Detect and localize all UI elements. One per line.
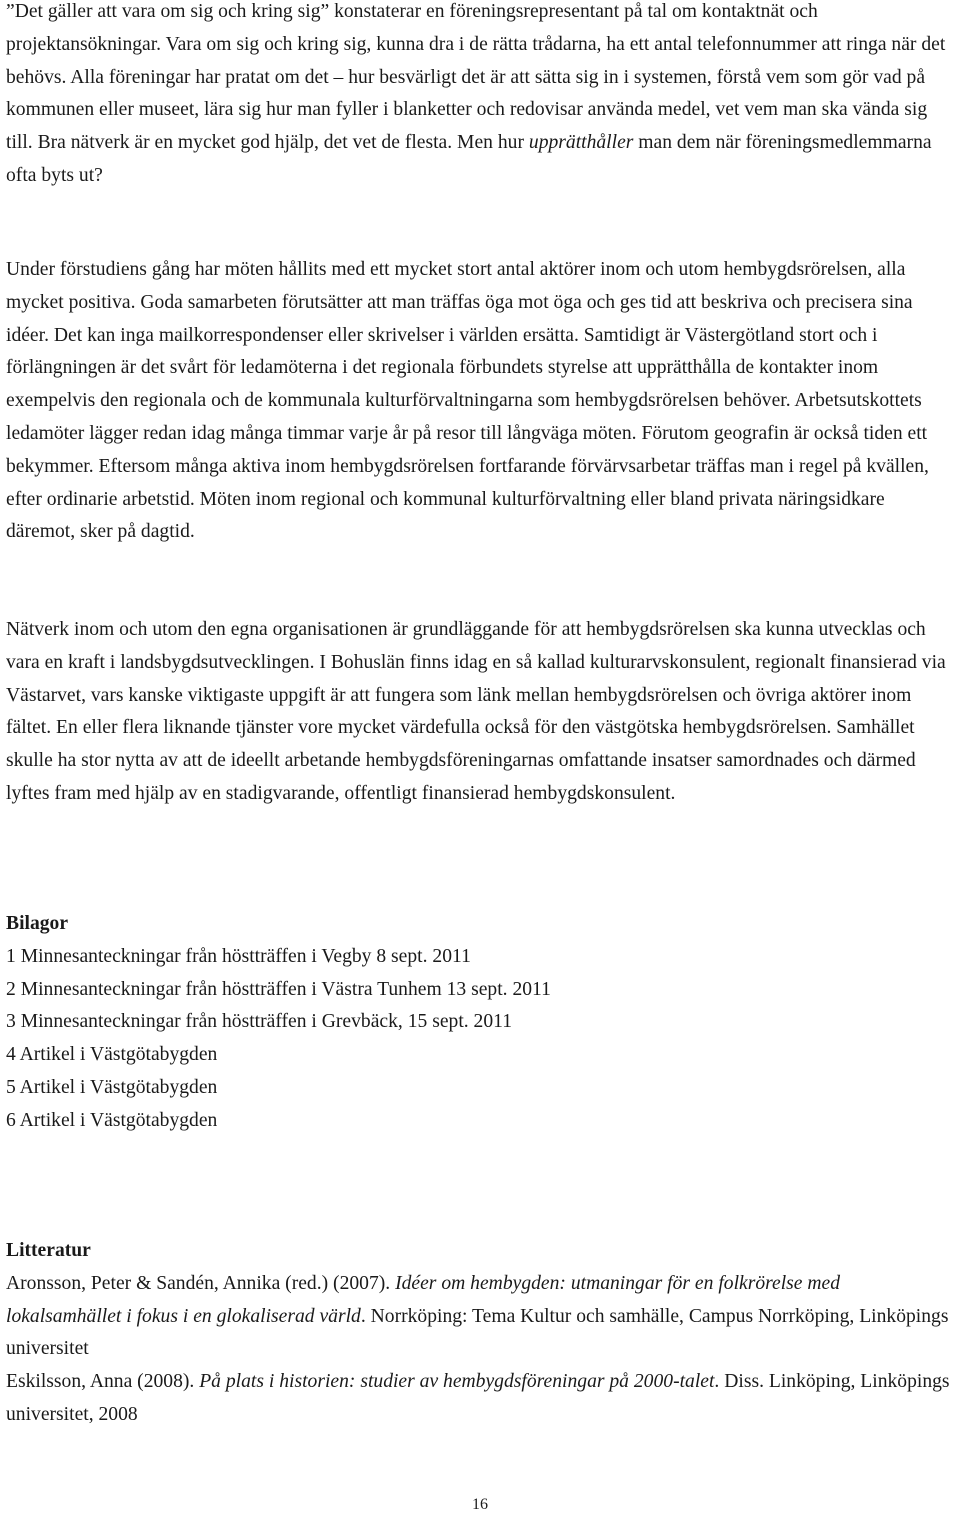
paragraph-networks-intro — [6, 0, 956, 193]
paragraph-text: man dem när föreningsmedlemmarna ofta byts ut? — [6, 132, 932, 186]
attachment-item: 5 Artikel i Västgötabygden — [6, 1076, 218, 1098]
attachment-item: 1 Minnesanteckningar från höstträffen i Vegby 8 sept. 2011 — [6, 945, 471, 967]
reference-entry — [6, 1366, 956, 1432]
attachment-item: 6 Artikel i Västgötabygden — [6, 1109, 218, 1131]
paragraph-network-conclusion: Nätverk inom och utom den egna organisationen är grundläggande för att hembygdsrörelsen ska kunna utvecklas och vara en kraft i landsbygdsutvecklingen. I Bohuslän finns idag en så kallad kulturarvskonsulent, regionalt finansierad via Västarvet, vars kanske viktigaste uppgift är att fungera som länk mellan hembygdsrörelsen och övriga aktörer inom fältet. En eller flera liknande tjänster vore mycket värdefulla också för den västgötska hembygdsrörelsen. Samhället skulle ha stor nytta av att de ideellt arbetande hembygdsföreningarnas omfattande insatser samordnades och därmed lyftes fram med hjälp av en stadigvarande, offentligt finansierad hembygdskonsulent. — [6, 619, 946, 804]
reference-authors: Aronsson, Peter & Sandén, Annika (red.) (2007). — [6, 1272, 396, 1294]
attachment-item: 2 Minnesanteckningar från höstträffen i Västra Tunhem 13 sept. 2011 — [6, 978, 551, 1000]
attachment-item: 3 Minnesanteckningar från höstträffen i Grevbäck, 15 sept. 2011 — [6, 1011, 513, 1033]
reference-title: På plats i historien: studier av hembygdsföreningar på 2000-talet — [199, 1371, 715, 1393]
paragraph-text: ”Det gäller att vara om sig och kring sig” konstaterar en föreningsrepresentant på tal om kontaktnät och projektansökningar. Vara om sig och kring sig, kunna dra i de rätta trådarna, ha ett antal telefonnummer att ringa när det behövs. Alla föreningar har pratat om det – hur besvärligt det är att sätta sig in i systemen, förstå vem som gör vad på kommunen eller museet, lära sig hur man fyller i blanketter och redovisar använda medel, vet vem man ska vända sig till. Bra nätverk är en mycket god hjälp, det vet de flesta. Men hur — [6, 1, 946, 154]
reference-authors: Eskilsson, Anna (2008). — [6, 1371, 200, 1393]
emphasized-word: upprätthåller — [528, 132, 634, 154]
attachments-heading: Bilagor — [6, 913, 69, 934]
reference-entry — [6, 1268, 956, 1366]
literature-heading: Litteratur — [6, 1240, 91, 1261]
page-number: 16 — [472, 1496, 488, 1513]
paragraph-meetings: Under förstudiens gång har möten hållits med ett mycket stort antal aktörer inom och utom hembygdsrörelsen, alla mycket positiva. Goda samarbeten förutsätter att man träffas öga mot öga och ges tid att beskriva och precisera sina idéer. Det kan inga mailkorrespondenser eller skrivelser i världen ersätta. Samtidigt är Västergötland stort och i förlängningen är det svårt för ledamöterna i det regionala förbundets styrelse att upprätthålla de kontakter inom exempelvis den regionala och de kommunala kulturförvaltningarna som hembygdsrörelsen behöver. Arbetsutskottets ledamöter lägger redan idag många timmar varje år på resor till långväga möten. Förutom geografin är också tiden ett bekymmer. Eftersom många aktiva inom hembygdsrörelsen fortfarande förvärvsarbetar träffas man i regel på kvällen, efter ordinarie arbetstid. Möten inom regional och kommunal kulturförvaltning eller bland privata näringsidkare däremot, sker på dagtid. — [6, 259, 929, 543]
attachments-section — [6, 908, 956, 1138]
reference-publisher: . Diss. Linköping, Linköpings universitet, 2008 — [6, 1371, 950, 1425]
reference-title: Idéer om hembygden: utmaningar för en folkrörelse med lokalsamhället i fokus i en glokaliserad värld — [6, 1272, 841, 1327]
reference-publisher: . Norrköping: Tema Kultur och samhälle, Campus Norrköping, Linköpings universitet — [6, 1305, 949, 1360]
literature-section — [6, 1235, 956, 1432]
attachment-item: 4 Artikel i Västgötabygden — [6, 1044, 218, 1066]
